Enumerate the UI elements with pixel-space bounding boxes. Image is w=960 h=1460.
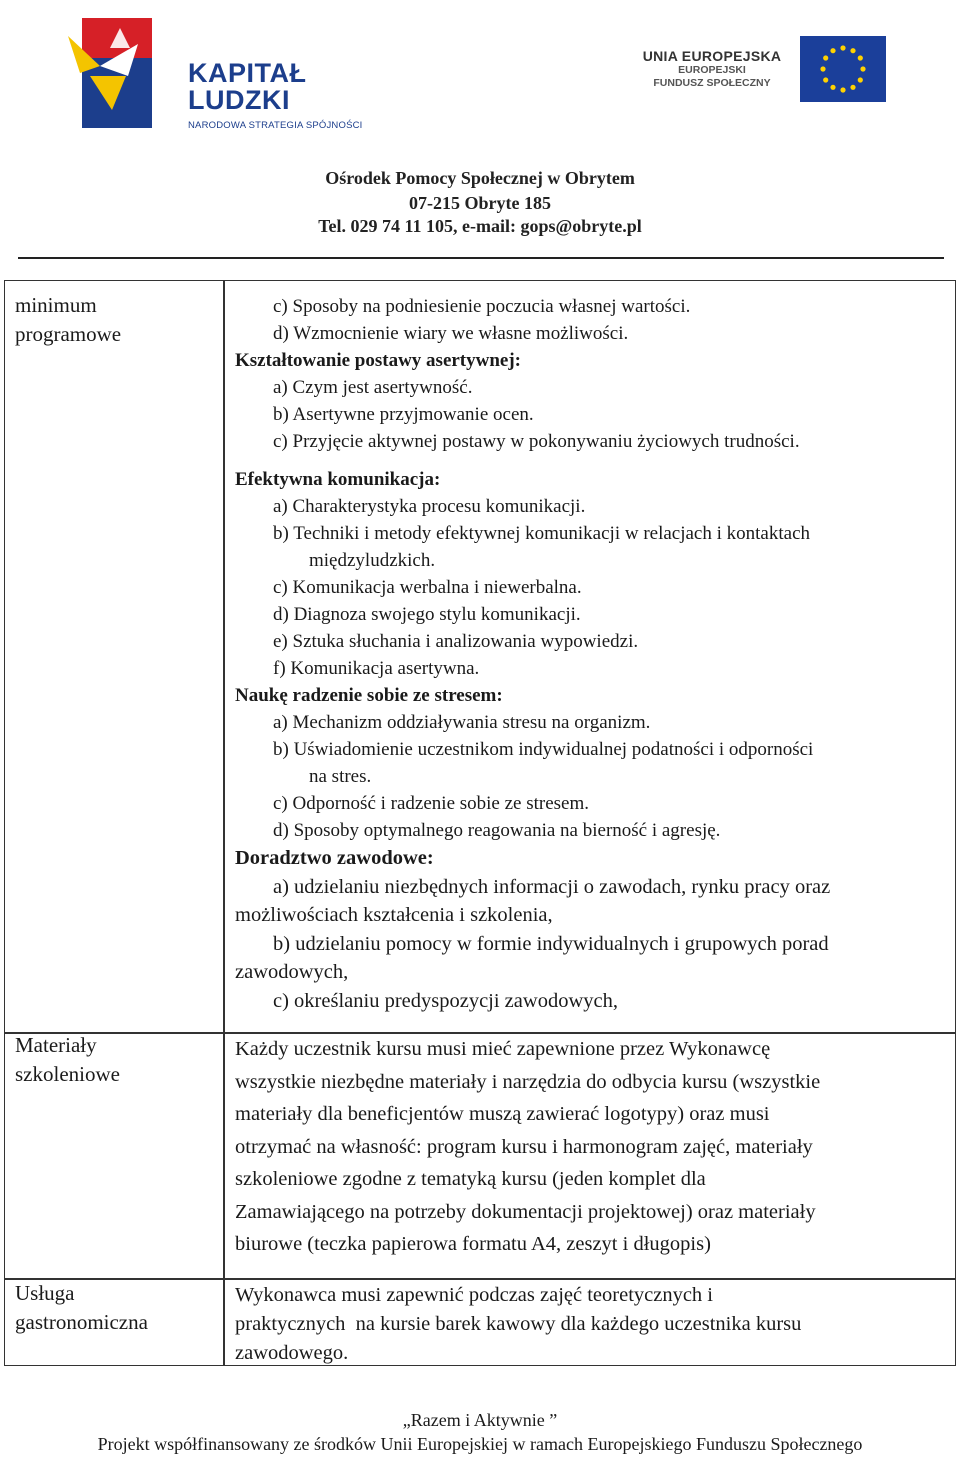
list-item: a) Charakterystyka procesu komunikacji. [273, 496, 586, 517]
list-item: b) Techniki i metody efektywnej komunikacji w relacjach i kontaktach [273, 523, 811, 544]
kapital-ludzki-title: KAPITAŁ LUDZKI [188, 58, 307, 115]
row-content-usluga-gastronomiczna [235, 1281, 950, 1368]
paragraph-line: Wykonawca musi zapewnić podczas zajęć teoretycznych i [235, 1284, 714, 1306]
list-item-continuation: na stres. [309, 766, 372, 787]
list-item: a) udzielaniu niezbędnych informacji o zawodach, rynku pracy oraz [273, 875, 831, 898]
list-item: d) Wzmocnienie wiary we własne możliwości. [273, 323, 629, 344]
eu-logo-line3: FUNDUSZ SPOŁECZNY [653, 76, 771, 89]
kapital-ludzki-emblem-icon [60, 18, 180, 128]
column-divider [223, 281, 225, 1365]
list-item-continuation: międzyludzkich. [309, 550, 436, 571]
row-label-minimum-programowe: minimum programowe [15, 293, 122, 346]
paragraph-line: szkoleniowe zgodne z tematyką kursu (jeden komplet dla [235, 1168, 706, 1190]
paragraph-line: Każdy uczestnik kursu musi mieć zapewnione przez Wykonawcę [235, 1038, 771, 1060]
paragraph-line: biurowe (teczka papierowa formatu A4, zeszyt i długopis) [235, 1233, 711, 1255]
row-label-usluga-gastronomiczna: Usługa gastronomiczna [15, 1281, 148, 1334]
list-item: e) Sztuka słuchania i analizowania wypowiedzi. [273, 631, 639, 652]
list-item-continuation: zawodowych, [235, 961, 349, 983]
paragraph-line: wszystkie niezbędne materiały i narzędzia do odbycia kursu (wszystkie [235, 1070, 821, 1093]
kapital-ludzki-logo [60, 18, 380, 131]
list-item: a) Czym jest asertywność. [273, 377, 473, 398]
eu-logo-line1: UNIA EUROPEJSKA [642, 48, 782, 64]
section-heading-assertiveness: Kształtowanie postawy asertywnej: [235, 350, 522, 371]
header-divider [18, 257, 944, 259]
section-heading-stress: Naukę radzenie sobie ze stresem: [235, 685, 503, 706]
paragraph-line: zawodowego. [235, 1342, 349, 1364]
footer-motto: „Razem i Aktywnie ” [402, 1410, 558, 1430]
paragraph-line: Zamawiającego na potrzeby dokumentacji projektowej) oraz materiały [235, 1200, 816, 1223]
list-item: c) Odporność i radzenie sobie ze stresem. [273, 793, 590, 814]
list-item: b) Uświadomienie uczestnikom indywidualnej podatności i odporności [273, 739, 814, 760]
list-item: b) Asertywne przyjmowanie ocen. [273, 404, 534, 425]
row-content-materialy-szkoleniowe [235, 1033, 950, 1261]
list-item: f) Komunikacja asertywna. [273, 658, 480, 679]
requirements-table [4, 280, 956, 1366]
row-content-minimum-programowe [235, 293, 950, 1015]
list-item: a) Mechanizm oddziaływania stresu na organizm. [273, 712, 651, 733]
organization-contact: Tel. 029 74 11 105, e-mail: gops@obryte.pl [318, 216, 642, 236]
row-label-materialy-szkoleniowe: Materiały szkoleniowe [15, 1033, 120, 1086]
organization-name: Ośrodek Pomocy Społecznej w Obrytem [325, 168, 635, 188]
paragraph-line: otrzymać na własność: program kursu i harmonogram zajęć, materiały [235, 1135, 813, 1158]
list-item: c) określaniu predyspozycji zawodowych, [273, 989, 618, 1012]
list-item: b) udzielaniu pomocy w formie indywidualnych i grupowych porad [273, 932, 829, 955]
paragraph-line: praktycznych na kursie barek kawowy dla każdego uczestnika kursu [235, 1313, 802, 1335]
list-item-continuation: możliwościach kształcenia i szkolenia, [235, 904, 553, 926]
eu-flag-icon [800, 36, 886, 102]
paragraph-line: materiały dla beneficjentów muszą zawierać logotypy) oraz musi [235, 1103, 770, 1125]
eu-logo-line2: EUROPEJSKI [678, 64, 746, 76]
list-item: d) Sposoby optymalnego reagowania na bierność i agresję. [273, 820, 721, 841]
list-item: c) Komunikacja werbalna i niewerbalna. [273, 577, 582, 598]
eu-logo [628, 36, 888, 106]
list-item: d) Diagnoza swojego stylu komunikacji. [273, 604, 581, 625]
footer-funding-note: Projekt współfinansowany ze środków Unii Europejskiej w ramach Europejskiego Funduszu Społecznego [97, 1434, 863, 1454]
organization-address: 07-215 Obryte 185 [409, 193, 551, 213]
kapital-ludzki-subtitle: NARODOWA STRATEGIA SPÓJNOŚCI [188, 120, 363, 131]
list-item: c) Sposoby na podniesienie poczucia własnej wartości. [273, 296, 691, 317]
list-item: c) Przyjęcie aktywnej postawy w pokonywaniu życiowych trudności. [273, 431, 800, 452]
section-heading-career: Doradztwo zawodowe: [235, 847, 434, 869]
section-heading-communication: Efektywna komunikacja: [235, 469, 441, 490]
